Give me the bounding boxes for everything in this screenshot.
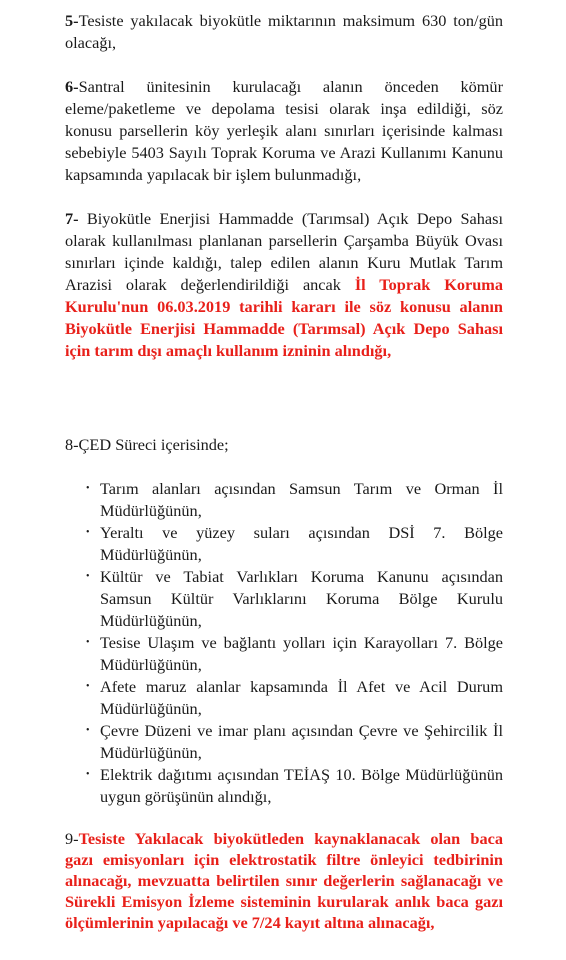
paragraph-9-number: 9- bbox=[65, 829, 79, 848]
paragraph-9-highlight: Tesiste Yakılacak biyokütleden kaynaklanacak olan baca gazı emisyonları için elektrostatik filtre önleyici tedbirinin alınacağı, mevzuatta belirtilen sınır değerlerin sağlanacağı ve Sürekli Emisyon İzleme sisteminin kurularak anlık baca gazı ölçümlerinin yapılacağı ve 7/24 kayıt altına alınacağı, bbox=[65, 829, 503, 932]
bullet-icon: • bbox=[86, 769, 90, 780]
paragraph-9 bbox=[65, 828, 503, 933]
authority-list-item bbox=[65, 720, 503, 764]
paragraph-6 bbox=[65, 76, 503, 186]
authority-list-item bbox=[65, 478, 503, 522]
authority-list-item bbox=[65, 522, 503, 566]
authority-list-item bbox=[65, 764, 503, 808]
section-spacer bbox=[65, 362, 503, 428]
authority-list-item bbox=[65, 676, 503, 720]
authority-list-item-text: Afete maruz alanlar kapsamında İl Afet ve Acil Durum Müdürlüğünün, bbox=[100, 677, 503, 718]
bullet-icon: • bbox=[86, 681, 90, 692]
authority-list-item-text: Tesise Ulaşım ve bağlantı yolları için Karayolları 7. Bölge Müdürlüğünün, bbox=[100, 633, 503, 674]
bullet-icon: • bbox=[86, 571, 90, 582]
authority-list-item-text: Çevre Düzeni ve imar planı açısından Çevre ve Şehircilik İl Müdürlüğünün, bbox=[100, 721, 503, 762]
bullet-icon: • bbox=[86, 725, 90, 736]
authority-list-item-text: Kültür ve Tabiat Varlıkları Koruma Kanunu açısından Samsun Kültür Varlıklarını Koruma Bölge Kurulu Müdürlüğünün, bbox=[100, 567, 503, 630]
paragraph-7-number: 7- bbox=[65, 209, 79, 228]
authority-list-item bbox=[65, 632, 503, 676]
bullet-icon: • bbox=[86, 527, 90, 538]
paragraph-6-number: 6- bbox=[65, 77, 79, 96]
paragraph-8-title: 8-ÇED Süreci içerisinde; bbox=[65, 435, 229, 454]
authority-list-item-text: Tarım alanları açısından Samsun Tarım ve Orman İl Müdürlüğünün, bbox=[100, 479, 503, 520]
paragraph-7 bbox=[65, 208, 503, 362]
authority-list-item-text: Elektrik dağıtımı açısından TEİAŞ 10. Bölge Müdürlüğünün uygun görüşünün alındığı, bbox=[100, 765, 503, 806]
paragraph-7-text: Biyokütle Enerjisi Hammadde (Tarımsal) Açık Depo Sahası olarak kullanılması planlanan parsellerin Çarşamba Büyük Ovası sınırları içinde kaldığı, talep edilen alanın Kuru Mutlak Tarım Arazisi olarak değerlendirildiği ancak bbox=[65, 209, 503, 294]
paragraph-7-highlight: İl Toprak Koruma Kurulu'nun 06.03.2019 tarihli kararı ile söz konusu alanın Biyokütle Enerjisi Hammadde (Tarımsal) Açık Depo Sahası için tarım dışı amaçlı kullanım izninin alındığı, bbox=[65, 275, 503, 360]
authority-list-item bbox=[65, 566, 503, 632]
bullet-icon: • bbox=[86, 637, 90, 648]
paragraph-6-text: Santral ünitesinin kurulacağı alanın önceden kömür eleme/paketleme ve depolama tesisi olarak inşa edildiği, söz konusu parsellerin köy yerleşik alanı sınırları içerisinde kalması sebebiyle 5403 Sayılı Toprak Koruma ve Arazi Kullanımı Kanunu kapsamında yapılacak bir işlem bulunmadığı, bbox=[65, 77, 503, 184]
authority-list-item-text: Yeraltı ve yüzey suları açısından DSİ 7. Bölge Müdürlüğünün, bbox=[100, 523, 503, 564]
authority-list bbox=[65, 478, 503, 808]
paragraph-5 bbox=[65, 10, 503, 54]
paragraph-5-number: 5- bbox=[65, 11, 79, 30]
paragraph-5-text: Tesiste yakılacak biyokütle miktarının maksimum 630 ton/gün olacağı, bbox=[65, 11, 503, 52]
bullet-icon: • bbox=[86, 483, 90, 494]
